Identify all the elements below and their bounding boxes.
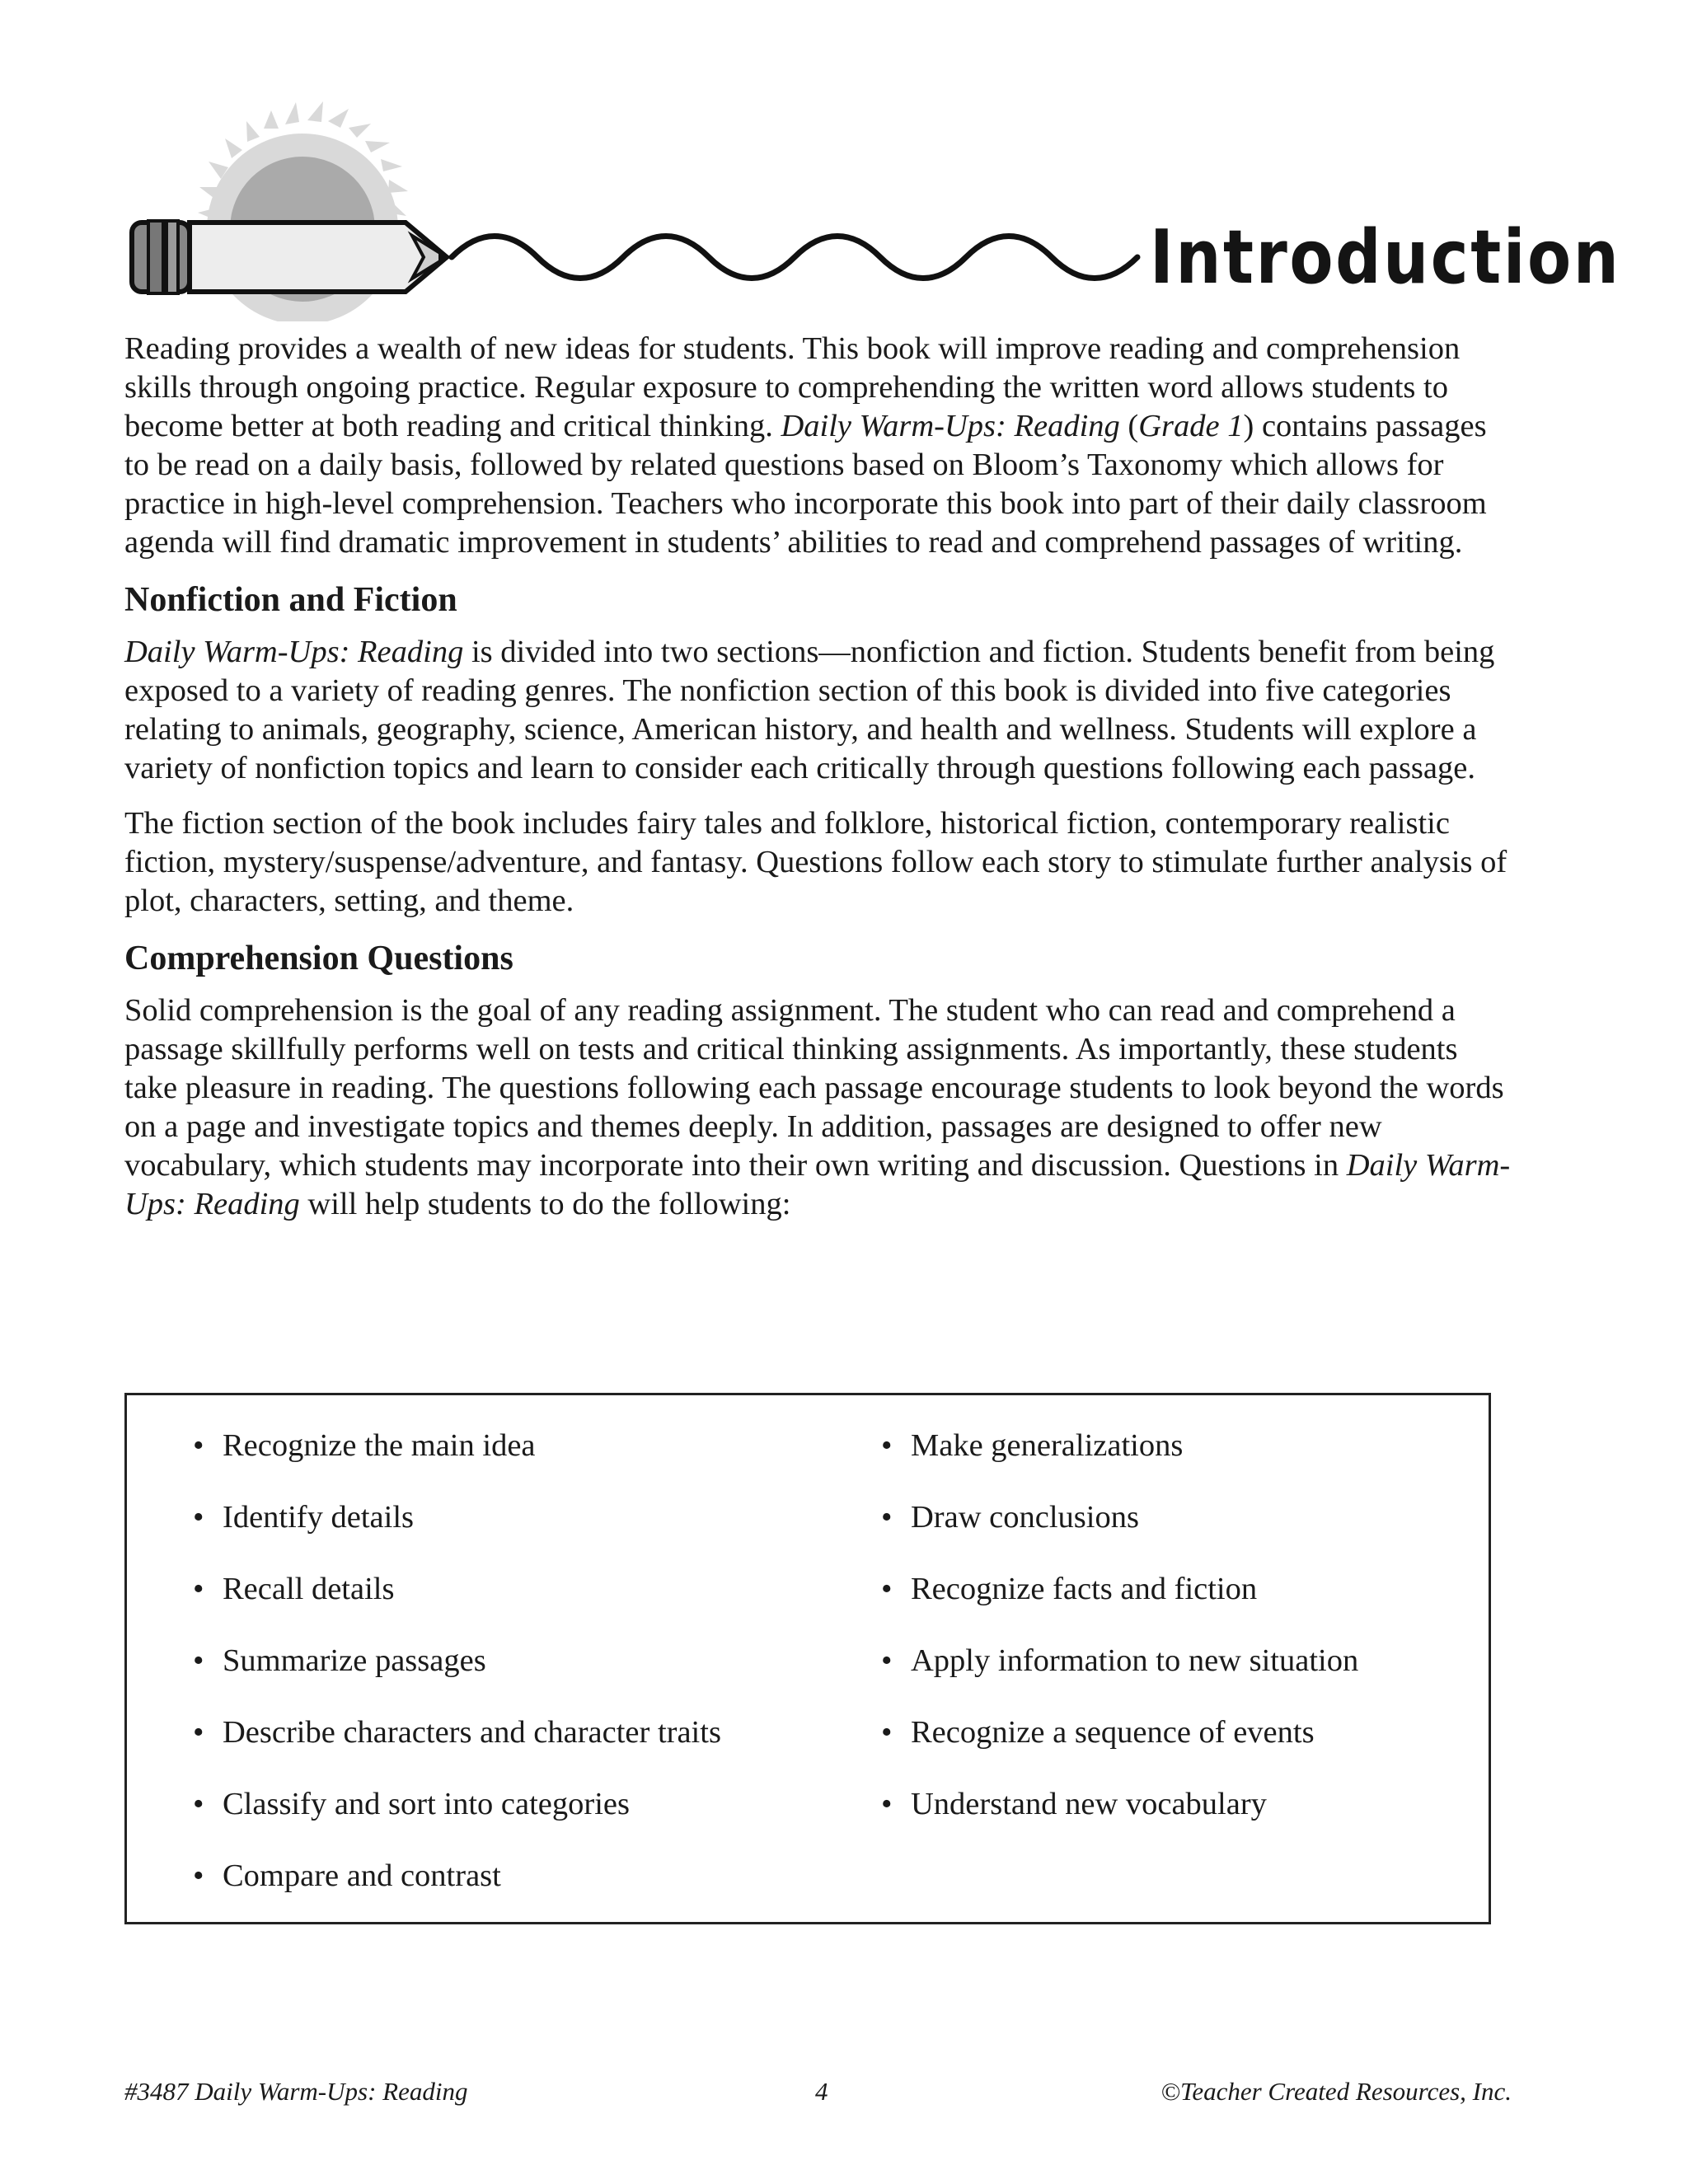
list-item: • Draw conclusions [881,1498,1358,1570]
main-content [124,330,1517,1240]
bullet-icon: • [193,1858,204,1893]
list-item: • Apply information to new situation [881,1642,1358,1713]
nonfiction-heading: Nonfiction and Fiction [124,581,457,619]
list-item: • Understand new vocabulary [881,1785,1358,1857]
skills-list-left [193,1427,721,1929]
book-title: Daily Warm-Ups: Reading [124,635,464,669]
grade-label: Grade 1 [1138,409,1244,443]
intro-paragraph: Reading provides a wealth of new ideas for students. This book will improve reading and comprehension skills through ongoing practice. Regular exposure to comprehending the written word allows students to become better at both reading and critical thinking. Daily Warm-Ups: Reading (Grade 1) contains passages to be read on a daily basis, followed by related questions based on Bloom’s Taxonomy which allows for practice in high-level comprehension. Teachers who incorporate this book into part of their daily classroom agenda will find dramatic improvement in students’ abilities to read and comprehend passages of writing. [124,331,1487,560]
page-title: Introduction [1150,214,1621,301]
bullet-icon: • [193,1715,204,1750]
bullet-icon: • [881,1715,893,1750]
bullet-icon: • [193,1500,204,1535]
list-item: • Recognize facts and fiction [881,1570,1358,1642]
list-item: • Identify details [193,1498,721,1570]
pencil-icon [132,221,453,293]
list-item: • Classify and sort into categories [193,1785,721,1857]
bullet-icon: • [881,1643,893,1678]
list-item: • Compare and contrast [193,1857,721,1929]
nonfiction-paragraph: Daily Warm-Ups: Reading is divided into two sections—nonfiction and fiction. Students benefit from being exposed to a variety of reading genres. The nonfiction section of this book is divided into five categories relating to animals, geography, science, American history, and health and wellness. Students will explore a variety of nonfiction topics and learn to consider each critically through questions following each passage. [124,635,1495,785]
bullet-icon: • [881,1428,893,1463]
list-item: • Make generalizations [881,1427,1358,1498]
bullet-icon: • [193,1787,204,1821]
list-item: • Recall details [193,1570,721,1642]
book-title: Daily Warm-Ups: Reading [781,409,1120,443]
bullet-icon: • [193,1643,204,1678]
list-item: • Recognize a sequence of events [881,1713,1358,1785]
page-number: 4 [815,2077,828,2106]
skills-list-right [881,1427,1358,1857]
bullet-icon: • [193,1572,204,1606]
wavy-line [452,237,1137,279]
list-item: • Recognize the main idea [193,1427,721,1498]
list-item: • Summarize passages [193,1642,721,1713]
footer-copyright: ©Teacher Created Resources, Inc. [1160,2077,1512,2106]
fiction-paragraph: The fiction section of the book includes fairy tales and folklore, historical fiction, contemporary realistic fiction, mystery/suspense/adventure, and fantasy. Questions follow each story to stimulate further analysis of plot, characters, setting, and theme. [124,806,1507,918]
bullet-icon: • [193,1428,204,1463]
skills-box [124,1393,1491,1924]
page-footer [124,2075,1512,2108]
list-item: • Describe characters and character traits [193,1713,721,1785]
footer-book-title: #3487 Daily Warm-Ups: Reading [124,2077,468,2106]
bullet-icon: • [881,1572,893,1606]
comprehension-heading: Comprehension Questions [124,940,513,977]
bullet-icon: • [881,1500,893,1535]
comprehension-paragraph: Solid comprehension is the goal of any reading assignment. The student who can read and comprehend a passage skillfully performs well on tests and critical thinking assignments. As importantly, these students take pleasure in reading. The questions following each passage encourage students to look beyond the words on a page and investigate topics and themes deeply. In addition, passages are designed to offer new vocabulary, which students may incorporate into their own writing and discussion. Questions in Daily Warm-Ups: Reading will help students to do the following: [124,993,1511,1221]
bullet-icon: • [881,1787,893,1821]
book-title: Daily Warm-Ups: Reading [124,1148,1511,1221]
